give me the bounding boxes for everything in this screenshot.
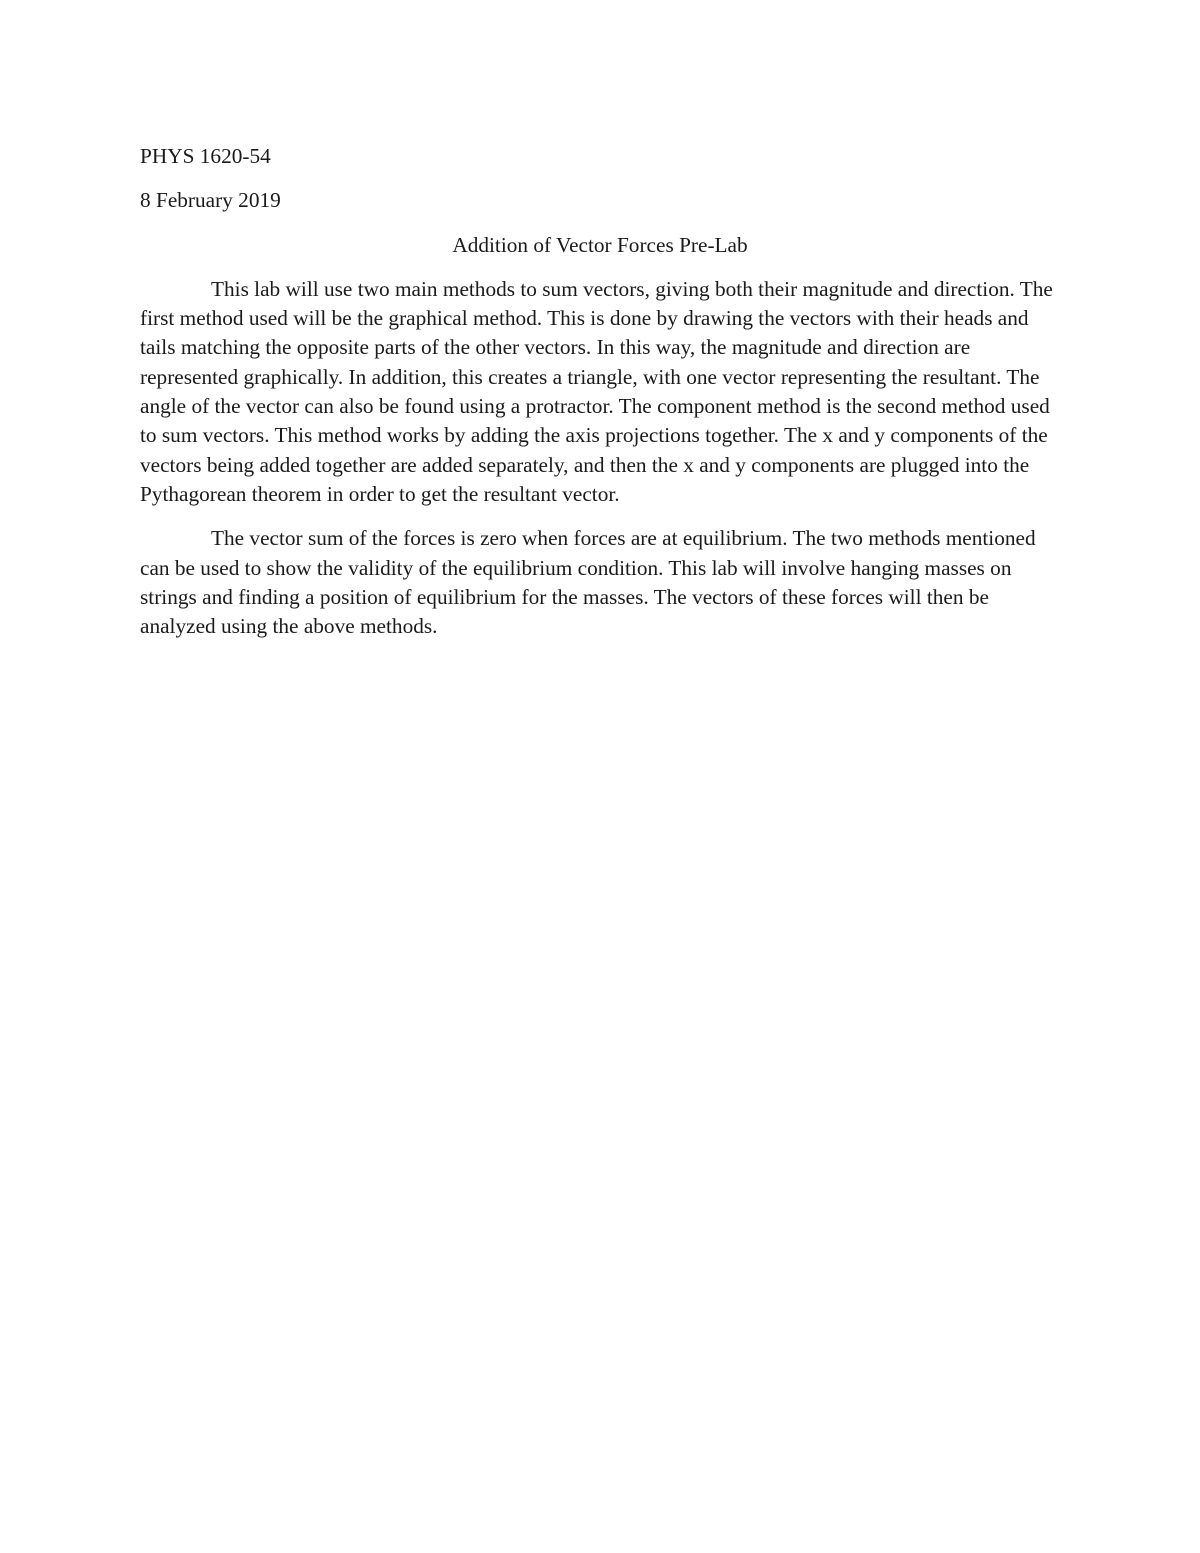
paragraph-equilibrium: The vector sum of the forces is zero when forces are at equilibrium. The two methods mentioned can be used to show the validity of the equilibrium condition. This lab will involve hanging masses on strings and finding a position of equilibrium for the masses. The vectors of these forces will then be analyzed using the above methods.	[140, 526, 1036, 639]
course-code: PHYS 1620-54	[140, 144, 271, 168]
document-body	[140, 142, 1060, 656]
paragraph-methods: This lab will use two main methods to sum vectors, giving both their magnitude and direction. The first method used will be the graphical method. This is done by drawing the vectors with their heads and tails matching the opposite parts of the other vectors. In this way, the magnitude and direction are represented graphically. In addition, this creates a triangle, with one vector representing the resultant. The angle of the vector can also be found using a protractor. The component method is the second method used to sum vectors. This method works by adding the axis projections together. The x and y components of the vectors being added together are added separately, and then the x and y components are plugged into the Pythagorean theorem in order to get the resultant vector.	[140, 276, 1053, 506]
document-title: Addition of Vector Forces Pre-Lab	[452, 232, 748, 257]
document-date: 8 February 2019	[140, 188, 281, 213]
